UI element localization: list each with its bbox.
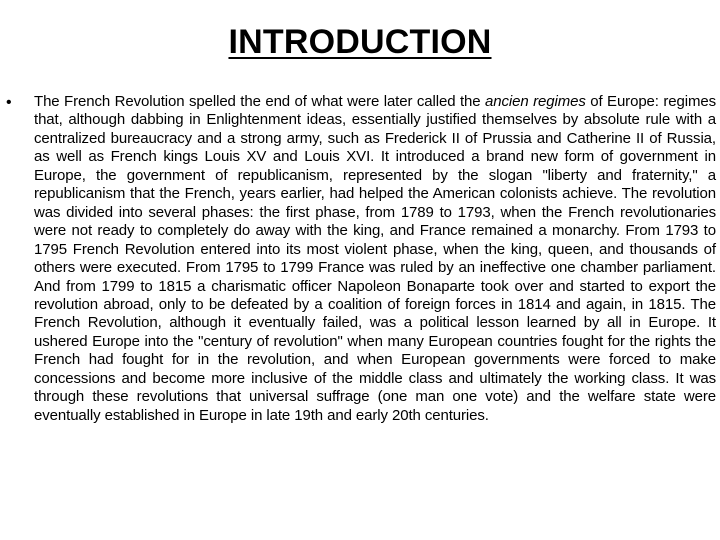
bullet-icon: • xyxy=(6,94,12,111)
paragraph-italic-term: ancien regimes xyxy=(485,93,586,110)
paragraph-text-part-1: The French Revolution spelled the end of what were later called the xyxy=(34,93,485,110)
slide-title: INTRODUCTION xyxy=(228,23,492,61)
paragraph-text-part-2: of Europe: regimes that, although dabbing in Enlightenment ideas, essentially justified themselves by absolute rule with a centralized bureaucracy and a strong army, such as Frederick II of Prussia and Catherine II of Russia, as well as French kings Louis XV and Louis XVI. It introduced a brand new form of government in Europe, the government of republicanism, represented by the slogan "liberty and fraternity," a republicanism that the French, years earlier, had helped the American colonists achieve. The revolution was divided into several phases: the first phase, from 1789 to 1793, when the French revolutionaries were not ready to completely do away with the king, and France remained a monarchy. From 1793 to 1795 French Revolution entered into its most violent phase, when the king, queen, and thousands of others were executed. From 1795 to 1799 France was ruled by an ineffective one chamber parliament. And from 1799 to 1815 a charismatic officer Napoleon Bonaparte took over and started to export the revolution abroad, only to be defeated by a coalition of foreign forces in 1814 and again, in 1815. The French Revolution, although it eventually failed, was a political lesson learned by all in Europe. It ushered Europe into the "century of revolution" when many European countries fought for the rights the French had fought for in the revolution, and when European governments were forced to make concessions and become more inclusive of the middle class and ultimately the working class. It was through these revolutions that universal suffrage (one man one vote) and the welfare state were eventually established in Europe in late 19th and early 20th centuries. xyxy=(34,93,717,424)
bullet-paragraph xyxy=(34,93,716,425)
